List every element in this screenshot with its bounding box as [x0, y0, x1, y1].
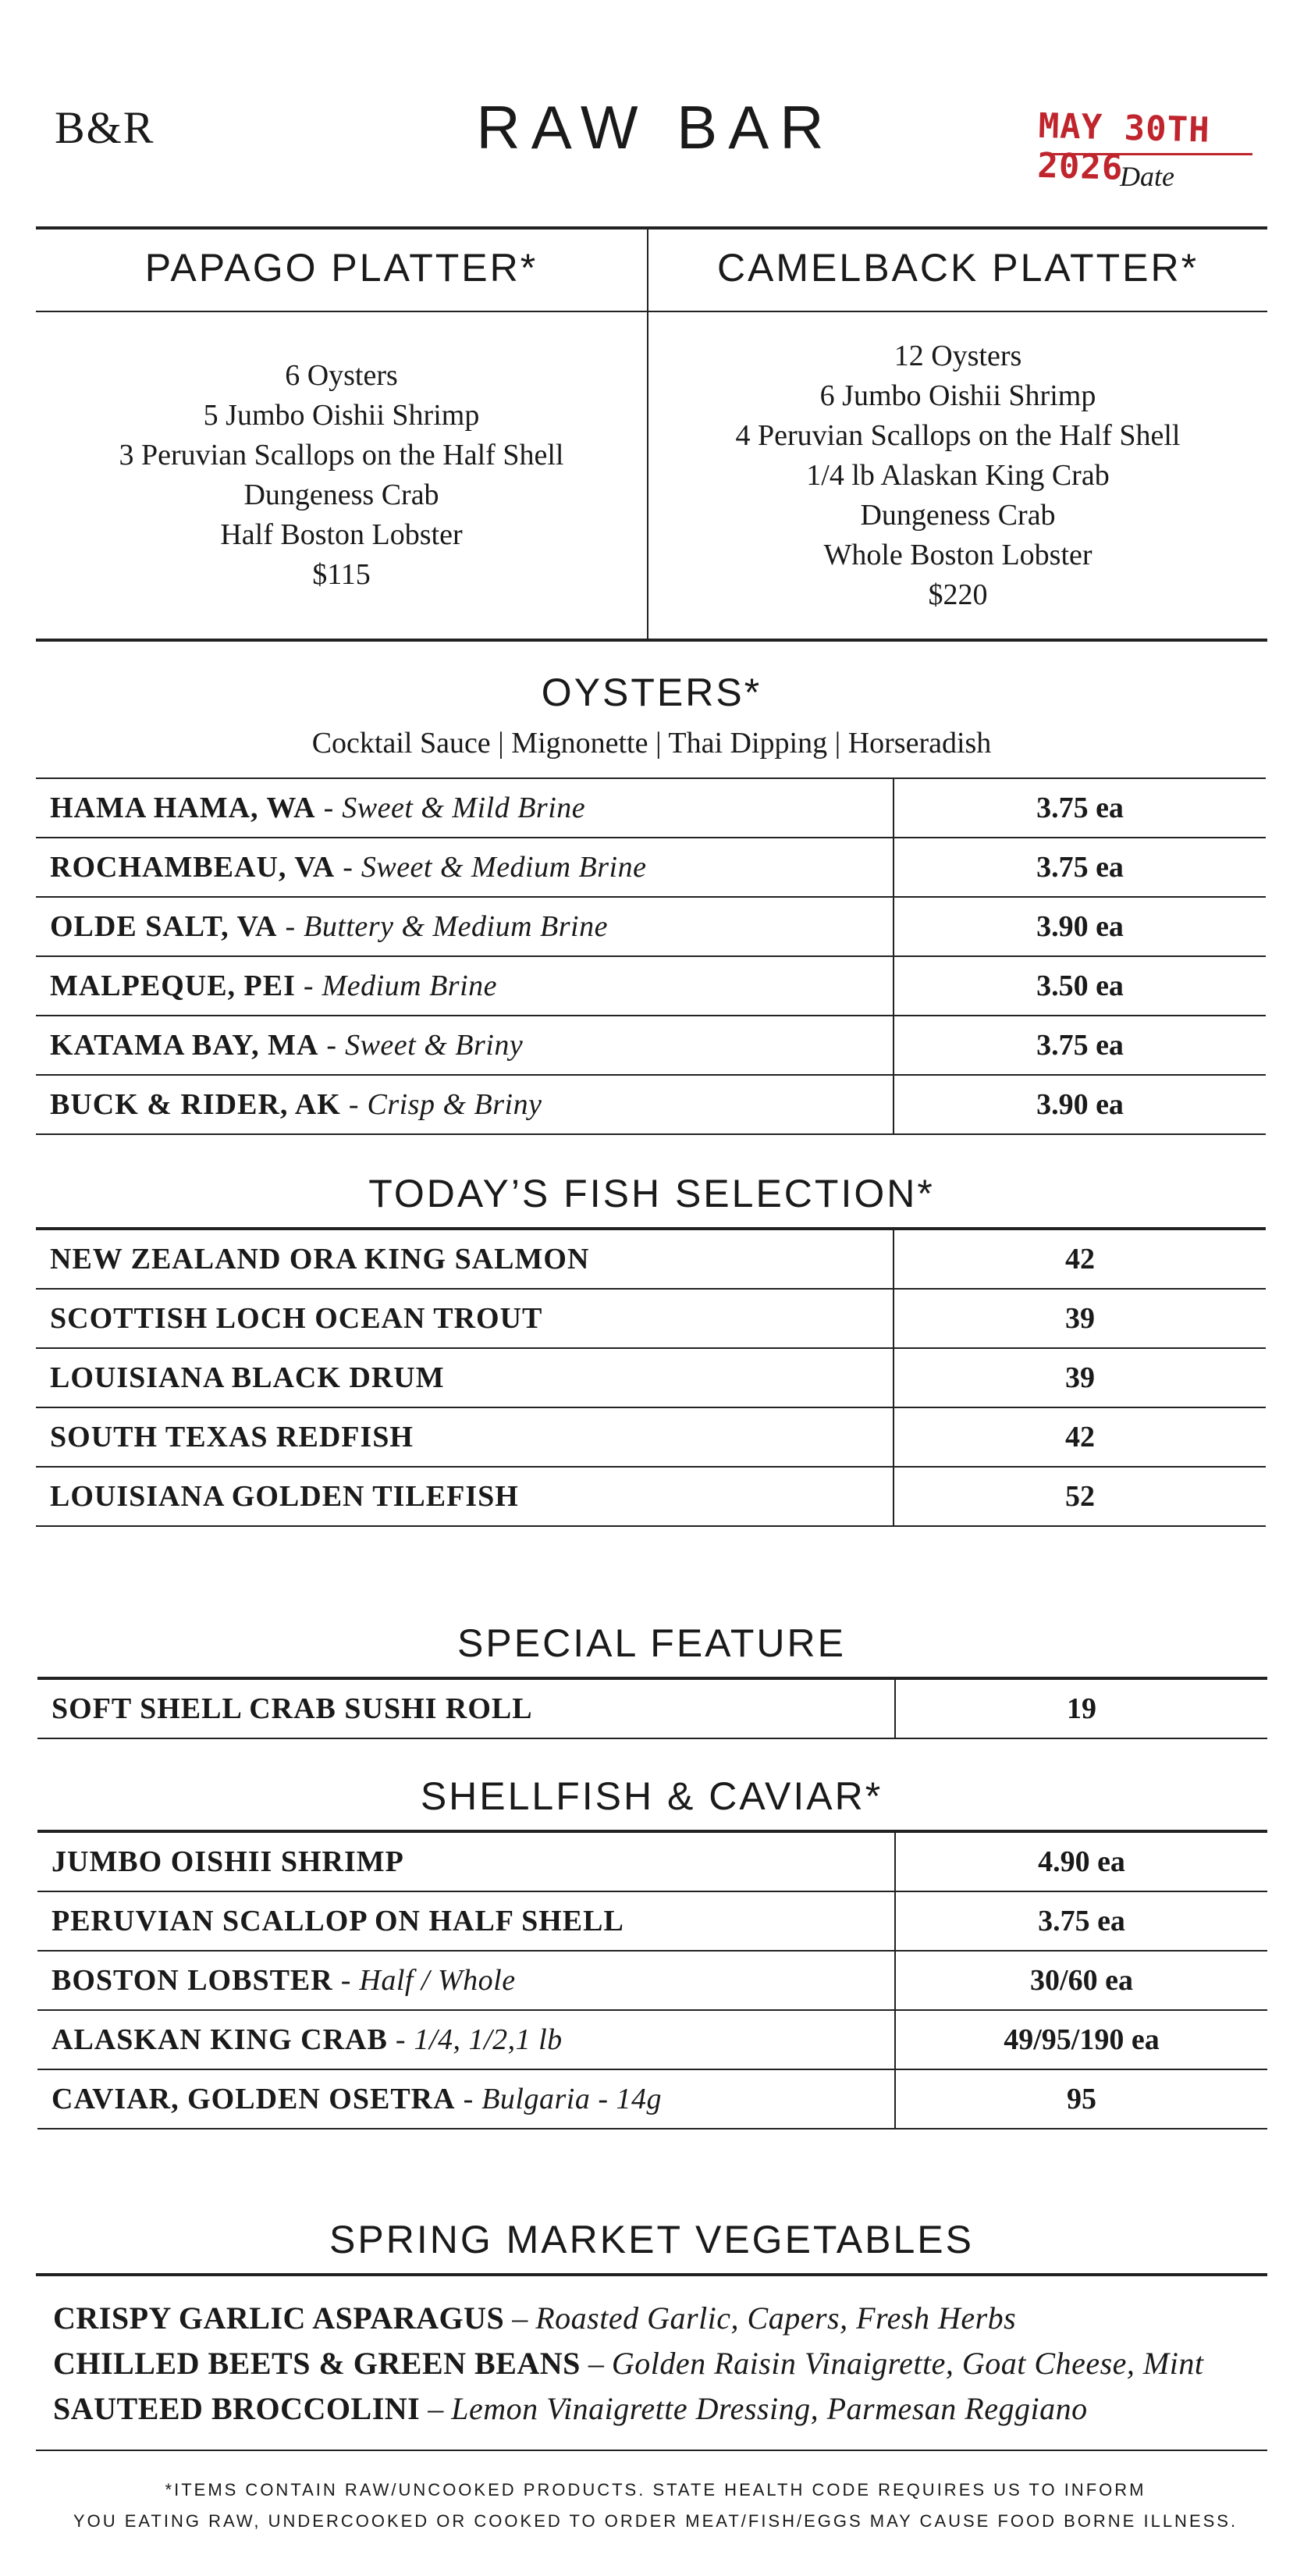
separator: – — [512, 2300, 528, 2336]
item-name: SOUTH TEXAS REDFISH — [36, 1408, 894, 1466]
platter-item: 4 Peruvian Scallops on the Half Shell — [735, 418, 1181, 452]
list-item — [53, 2390, 1088, 2427]
item-name: ROCHAMBEAU, VA — [50, 851, 336, 884]
platter-item: Dungeness Crab — [860, 498, 1056, 532]
item-description: Half / Whole — [359, 1964, 516, 1997]
table-row — [36, 1349, 1266, 1408]
item-name: PERUVIAN SCALLOP ON HALF SHELL — [37, 1892, 896, 1950]
table-row — [36, 1076, 1266, 1135]
separator: - — [343, 851, 354, 884]
table-row — [37, 1833, 1267, 1892]
separator: - — [395, 2023, 407, 2056]
separator: - — [340, 1964, 352, 1997]
item-name-cell — [37, 2011, 896, 2069]
footnote — [31, 2475, 1280, 2537]
item-price: 49/95/190 ea — [1004, 2023, 1160, 2056]
list-item — [53, 2300, 1016, 2336]
table-row — [36, 1230, 1266, 1290]
oysters-table — [36, 777, 1266, 1135]
platters-table — [36, 226, 1267, 642]
item-price: 3.75 ea — [1036, 851, 1124, 884]
separator: – — [428, 2391, 444, 2426]
item-name-cell — [36, 779, 894, 837]
shellfish-table — [37, 1830, 1267, 2129]
platter-item: Whole Boston Lobster — [823, 538, 1092, 571]
item-description: Crisp & Briny — [367, 1088, 542, 1121]
item-name-cell — [36, 1016, 894, 1074]
item-description: Medium Brine — [322, 970, 498, 1002]
section-title-shellfish: SHELLFISH & CAVIAR* — [420, 1774, 883, 1818]
logo: B&R — [55, 102, 155, 153]
separator: - — [463, 2083, 474, 2115]
item-description: 1/4, 1/2,1 lb — [414, 2023, 563, 2056]
item-name-cell — [37, 1952, 896, 2009]
table-row — [37, 2011, 1267, 2070]
item-price: 3.75 ea — [1036, 1029, 1124, 1062]
item-description: Sweet & Briny — [345, 1029, 524, 1062]
table-row — [36, 1408, 1266, 1468]
oyster-sauces: Cocktail Sauce | Mignonette | Thai Dipping | Horseradish — [311, 727, 992, 760]
separator: - — [326, 1029, 338, 1062]
item-name: LOUISIANA BLACK DRUM — [36, 1349, 894, 1407]
list-item — [53, 2345, 1203, 2382]
date-stamp: MAY 30TH 2026 — [1036, 105, 1211, 188]
section-title-vegetables: SPRING MARKET VEGETABLES — [329, 2218, 974, 2261]
separator: - — [348, 1088, 360, 1121]
item-price: 52 — [1065, 1480, 1095, 1513]
table-row — [37, 1680, 1267, 1739]
platter-item: 3 Peruvian Scallops on the Half Shell — [119, 439, 564, 471]
item-description: Buttery & Medium Brine — [304, 910, 608, 943]
item-price: 42 — [1065, 1421, 1095, 1453]
item-name-cell — [36, 838, 894, 896]
platter-item: 5 Jumbo Oishii Shrimp — [203, 399, 480, 432]
item-description: Sweet & Medium Brine — [361, 851, 647, 884]
item-price: 19 — [1067, 1692, 1096, 1725]
item-price: 4.90 ea — [1038, 1845, 1125, 1878]
table-row — [36, 1468, 1266, 1527]
item-name: OLDE SALT, VA — [50, 910, 278, 943]
item-name: SOFT SHELL CRAB SUSHI ROLL — [37, 1680, 896, 1738]
item-name: LOUISIANA GOLDEN TILEFISH — [36, 1468, 894, 1525]
platter-price: $115 — [312, 558, 371, 591]
item-name: KATAMA BAY, MA — [50, 1029, 319, 1062]
item-price: 3.90 ea — [1036, 1088, 1124, 1121]
fish-table — [36, 1227, 1266, 1527]
item-name: HAMA HAMA, WA — [50, 792, 316, 824]
separator: – — [588, 2346, 604, 2381]
platter-title-camelback: CAMELBACK PLATTER* — [716, 246, 1199, 290]
item-price: 30/60 ea — [1030, 1964, 1133, 1997]
date-label: Date — [1120, 161, 1174, 192]
item-description: Roasted Garlic, Capers, Fresh Herbs — [535, 2300, 1017, 2336]
table-row — [36, 779, 1266, 838]
platter-item: 1/4 lb Alaskan King Crab — [806, 458, 1110, 492]
platter-price: $220 — [928, 578, 988, 611]
footnote-line: YOU EATING RAW, UNDERCOOKED OR COOKED TO ORDER MEAT/FISH/EGGS MAY CAUSE FOOD BORNE ILLNESS. — [73, 2511, 1238, 2531]
table-row — [36, 898, 1266, 957]
platter-item: 6 Oysters — [285, 359, 398, 392]
table-row — [37, 2070, 1267, 2129]
item-description: Sweet & Mild Brine — [342, 792, 586, 824]
date-underline — [1042, 153, 1252, 155]
item-price: 3.75 ea — [1038, 1905, 1125, 1937]
platter-item: Dungeness Crab — [243, 479, 439, 511]
platter-items-papago — [36, 312, 647, 639]
item-name-cell — [36, 957, 894, 1015]
section-title-fish: TODAY’S FISH SELECTION* — [368, 1172, 935, 1215]
table-row — [37, 1952, 1267, 2011]
item-price: 39 — [1065, 1302, 1095, 1335]
platter-item: 6 Jumbo Oishii Shrimp — [819, 379, 1096, 412]
item-name: BUCK & RIDER, AK — [50, 1088, 341, 1121]
table-row — [36, 1016, 1266, 1076]
item-price: 3.50 ea — [1036, 970, 1124, 1002]
section-title-oysters: OYSTERS* — [541, 671, 762, 714]
item-description: Bulgaria - 14g — [481, 2083, 662, 2115]
item-name: CHILLED BEETS & GREEN BEANS — [53, 2346, 581, 2381]
vegetables-list — [36, 2273, 1267, 2451]
table-row — [36, 838, 1266, 898]
item-description: Lemon Vinaigrette Dressing, Parmesan Reggiano — [451, 2391, 1088, 2426]
item-name-cell — [36, 898, 894, 955]
item-price: 42 — [1065, 1243, 1095, 1276]
platter-title-papago: PAPAGO PLATTER* — [144, 246, 538, 290]
item-price: 95 — [1067, 2083, 1096, 2115]
item-name: CRISPY GARLIC ASPARAGUS — [53, 2300, 505, 2336]
item-name: ALASKAN KING CRAB — [52, 2023, 388, 2056]
item-name-cell — [36, 1076, 894, 1133]
page-title: RAW BAR — [476, 93, 835, 162]
item-description: Golden Raisin Vinaigrette, Goat Cheese, Mint — [611, 2346, 1204, 2381]
table-row — [36, 957, 1266, 1016]
item-name: BOSTON LOBSTER — [52, 1964, 333, 1997]
item-name: MALPEQUE, PEI — [50, 970, 296, 1002]
special-table — [37, 1677, 1267, 1739]
section-title-special: SPECIAL FEATURE — [457, 1621, 846, 1665]
platter-item: 12 Oysters — [894, 339, 1022, 372]
item-name: SCOTTISH LOCH OCEAN TROUT — [36, 1290, 894, 1347]
item-name: NEW ZEALAND ORA KING SALMON — [36, 1230, 894, 1288]
item-name: SAUTEED BROCCOLINI — [53, 2391, 421, 2426]
item-price: 39 — [1065, 1361, 1095, 1394]
item-name-cell — [37, 2070, 896, 2128]
item-price: 3.75 ea — [1036, 792, 1124, 824]
platter-item: Half Boston Lobster — [220, 518, 463, 551]
separator: - — [285, 910, 297, 943]
table-row — [36, 1290, 1266, 1349]
item-price: 3.90 ea — [1036, 910, 1124, 943]
item-name: JUMBO OISHII SHRIMP — [37, 1833, 896, 1891]
separator: - — [323, 792, 335, 824]
separator: - — [303, 970, 314, 1002]
table-row — [37, 1892, 1267, 1952]
item-name: CAVIAR, GOLDEN OSETRA — [52, 2083, 456, 2115]
footnote-line: *ITEMS CONTAIN RAW/UNCOOKED PRODUCTS. STATE HEALTH CODE REQUIRES US TO INFORM — [165, 2480, 1146, 2500]
platter-items-camelback — [648, 312, 1267, 639]
